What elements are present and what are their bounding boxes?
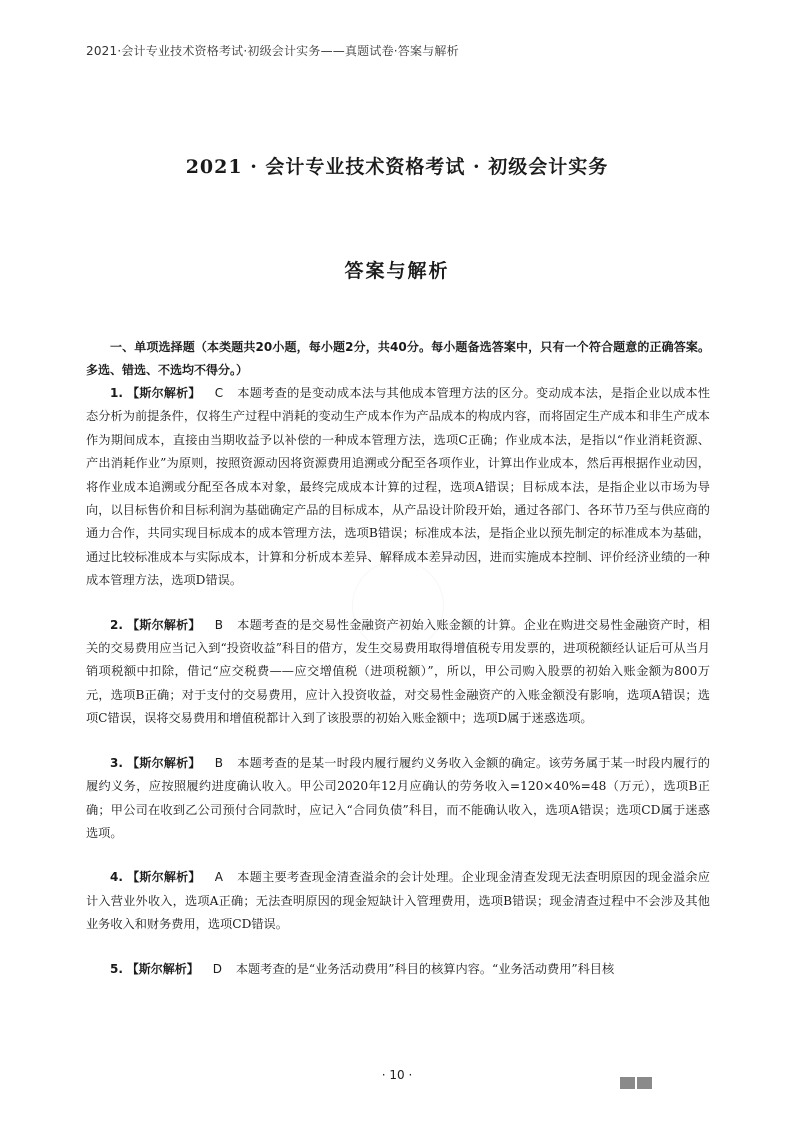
analysis-text: 本题考查的是“业务活动费用”科目的核算内容。“业务活动费用”科目核: [235, 961, 615, 976]
analysis-tag: 【斯尔解析】: [127, 870, 201, 885]
answer-item-4: [86, 866, 710, 936]
item-number: 4.: [110, 870, 123, 885]
analysis-tag: 【斯尔解析】: [127, 617, 201, 632]
analysis-tag: 【斯尔解析】: [126, 961, 199, 976]
answer-item-3: [86, 752, 710, 846]
answer-letter: D: [212, 961, 222, 976]
item-number: 1.: [110, 386, 123, 400]
answer-item-5: [86, 958, 710, 981]
answer-letter: B: [214, 755, 224, 770]
item-number: 3.: [110, 755, 123, 770]
page-subtitle: 答案与解析: [344, 260, 450, 282]
corner-block: [620, 1077, 635, 1089]
answer-item-1: [86, 382, 710, 593]
answer-item-2: [86, 614, 710, 731]
running-header: 2021·会计专业技术资格考试·初级会计实务——真题试卷·答案与解析: [86, 44, 459, 58]
corner-decoration: [620, 1074, 654, 1093]
analysis-text: 本题考查的是变动成本法与其他成本管理方法的区分。变动成本法，是指企业以成本性态分析为前提条件，仅将生产过程中消耗的变动生产成本作为产品成本的构成内容，而将固定生产成本和非生产成本作为期间成本，直接由当期收益予以补偿的一种成本管理方法，选项C正确；作业成本法，是指以“作业消耗资源、产出消耗作业”为原则，按照资源动因将资源费用追溯或分配至各项作业，计算出作业成本，然后再根据作业动因，将作业成本追溯或分配至各成本对象，最终完成成本计算的过程，选项A错误；目标成本法，是指企业以市场为导向，以目标售价和目标利润为基础确定产品的目标成本，从产品设计阶段开始，通过各部门、各环节乃至与供应商的通力合作，共同实现目标成本的成本管理方法，选项B错误；标准成本法，是指企业以预先制定的标准成本为基础，通过比较标准成本与实际成本，计算和分析成本差异、解释成本差异动因，进而实施成本控制、评价经济业绩的一种成本管理方法，选项D错误。: [86, 386, 711, 588]
analysis-text: 本题主要考查现金清查溢余的会计处理。企业现金清查发现无法查明原因的现金溢余应计入营业外收入，选项A正确；无法查明原因的现金短缺计入管理费用，选项B错误；现金清查过程中不会涉及其他业务收入和财务费用，选项CD错误。: [86, 870, 710, 932]
analysis-text: 本题考查的是交易性金融资产初始入账金额的计算。企业在购进交易性金融资产时，相关的交易费用应当记入到“投资收益”科目的借方，发生交易费用取得增值税专用发票的，进项税额经认证后可从当月销项税额中扣除，借记“应交税费——应交增值税（进项税额）”，所以，甲公司购入股票的初始入账金额为800万元，选项B正确；对于支付的交易费用，应计入投资收益，对交易性金融资产的入账金额没有影响，选项A错误；选项C错误，误将交易费用和增值税都计入到了该股票的初始入账金额中；选项D属于迷惑选项。: [86, 617, 710, 726]
section-heading: 一、单项选择题（本类题共20小题，每小题2分，共40分。每小题备选答案中，只有一个符合题意的正确答案。多选、错选、不选均不得分。）: [86, 340, 710, 377]
page-title: 2021 · 会计专业技术资格考试 · 初级会计实务: [185, 156, 609, 178]
analysis-tag: 【斯尔解析】: [127, 386, 201, 400]
analysis-tag: 【斯尔解析】: [127, 755, 201, 770]
answer-letter: C: [214, 386, 224, 400]
analysis-text: 本题考查的是某一时段内履行履约义务收入金额的确定。该劳务属于某一时段内履行的履约义务，应按照履约进度确认收入。甲公司2020年12月应确认的劳务收入=120×40%=48（万元），选项B正确；甲公司在收到乙公司预付合同款时，应记入“合同负债”科目，而不能确认收入，选项A错误；选项CD属于迷惑选项。: [86, 755, 710, 840]
answer-letter: B: [214, 617, 224, 632]
item-number: 5.: [110, 961, 123, 976]
corner-block: [637, 1077, 652, 1089]
answer-content: [86, 336, 710, 981]
answer-letter: A: [214, 870, 223, 885]
page-number: · 10 ·: [381, 1068, 413, 1082]
item-number: 2.: [110, 617, 123, 632]
